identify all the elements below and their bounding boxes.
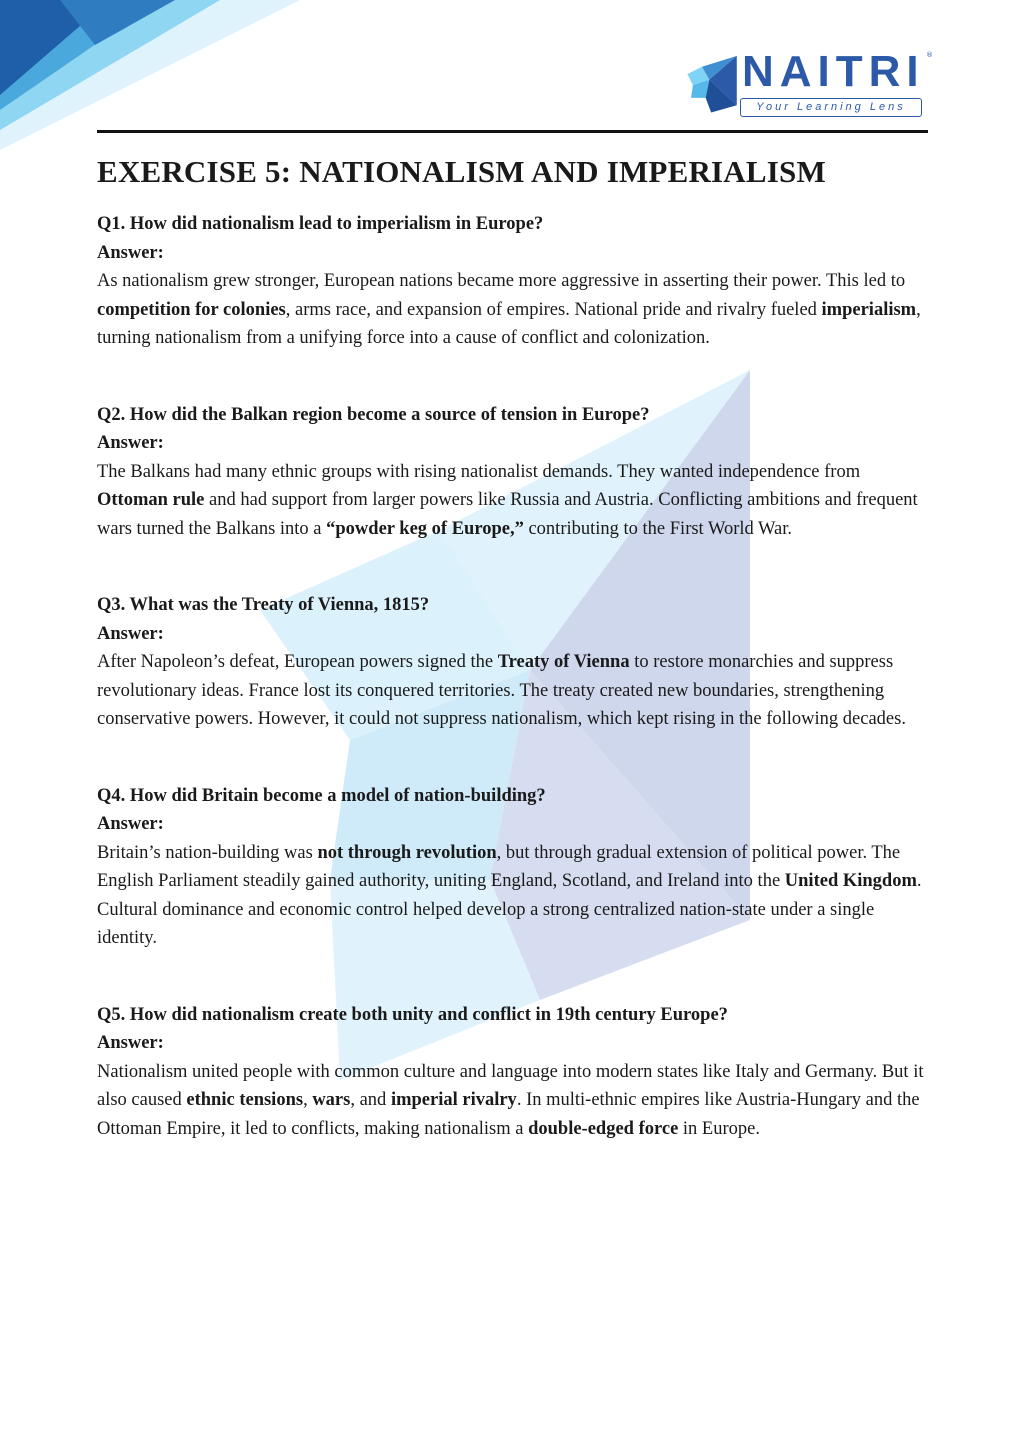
brand-tagline: Your Learning Lens	[740, 98, 922, 117]
answer-text: As nationalism grew stronger, European nations became more aggressive in asserting their power. This led to competition for colonies, arms race, and expansion of empires. National pride and rivalry fueled imperialism, turning nationalism from a unifying force into a cause of conflict and colonization.	[97, 271, 921, 348]
question-list	[97, 210, 927, 1143]
answer-text: The Balkans had many ethnic groups with rising nationalist demands. They wanted independence from Ottoman rule and had support from larger powers like Russia and Austria. Conflicting ambitions and frequent wars turned the Balkans into a “powder keg of Europe,” contributing to the First World War.	[97, 461, 918, 539]
registered-mark: ®	[926, 51, 933, 59]
answer-keyword: United Kingdom	[784, 871, 917, 891]
answer-keyword: double-edged force	[528, 1118, 679, 1139]
answer-label: Answer:	[97, 1033, 164, 1053]
question-text: Q2. How did the Balkan region become a source of tension in Europe?	[97, 404, 650, 425]
question-text: Q4. How did Britain become a model of nation-building?	[97, 785, 546, 806]
answer-keyword: imperial rivalry	[390, 1090, 517, 1110]
answer-text: Nationalism united people with common culture and language into modern states like Italy and Germany. But it also caused ethnic tensions, wars, and imperial rivalry. In multi-ethnic empires like Austria-Hungary and the Ottoman Empire, it led to conflicts, making nationalism a double-edged force in Europe.	[97, 1061, 924, 1139]
answer-label: Answer:	[97, 242, 164, 263]
answer-text: After Napoleon’s defeat, European powers signed the Treaty of Vienna to restore monarchies and suppress revolutionary ideas. France lost its conquered territories. The treaty created new boundaries, strengthening conservative powers. However, it could not suppress nationalism, which kept rising in the following decades.	[97, 652, 906, 729]
document-body	[97, 150, 927, 1191]
answer-label: Answer:	[97, 814, 164, 834]
answer-keyword: imperialism	[821, 299, 917, 320]
answer-keyword: Treaty of Vienna	[497, 652, 630, 672]
qa-block-2	[97, 401, 927, 544]
question-text: Q1. How did nationalism lead to imperialism in Europe?	[97, 214, 544, 234]
answer-keyword: competition for colonies	[97, 299, 286, 320]
question-text: Q3. What was the Treaty of Vienna, 1815?	[97, 595, 430, 615]
answer-keyword: Ottoman rule	[97, 490, 205, 510]
answer-keyword: not through revolution	[317, 842, 497, 863]
question-text: Q5. How did nationalism create both unity and conflict in 19th century Europe?	[97, 1004, 728, 1025]
brand-name: NAITRI	[742, 47, 925, 96]
qa-block-3	[97, 591, 927, 734]
page-title: EXERCISE 5: NATIONALISM AND IMPERIALISM	[97, 154, 826, 189]
qa-block-5	[97, 1001, 927, 1144]
answer-keyword: “powder keg of Europe,”	[326, 518, 524, 539]
qa-block-4	[97, 782, 927, 953]
answer-label: Answer:	[97, 623, 164, 644]
answer-keyword: wars	[312, 1090, 351, 1110]
answer-text: Britain’s nation-building was not through revolution, but through gradual extension of political power. The English Parliament steadily gained authority, uniting England, Scotland, and Ireland into the United Kingdom. Cultural dominance and economic control helped develop a strong centralized nation-state under a single identity.	[97, 842, 922, 948]
naitri-logo-mark	[684, 54, 742, 118]
qa-block-1	[97, 210, 927, 353]
answer-label: Answer:	[97, 433, 164, 453]
answer-keyword: ethnic tensions	[186, 1090, 304, 1110]
header-divider	[97, 130, 928, 133]
corner-decoration	[0, 0, 300, 150]
